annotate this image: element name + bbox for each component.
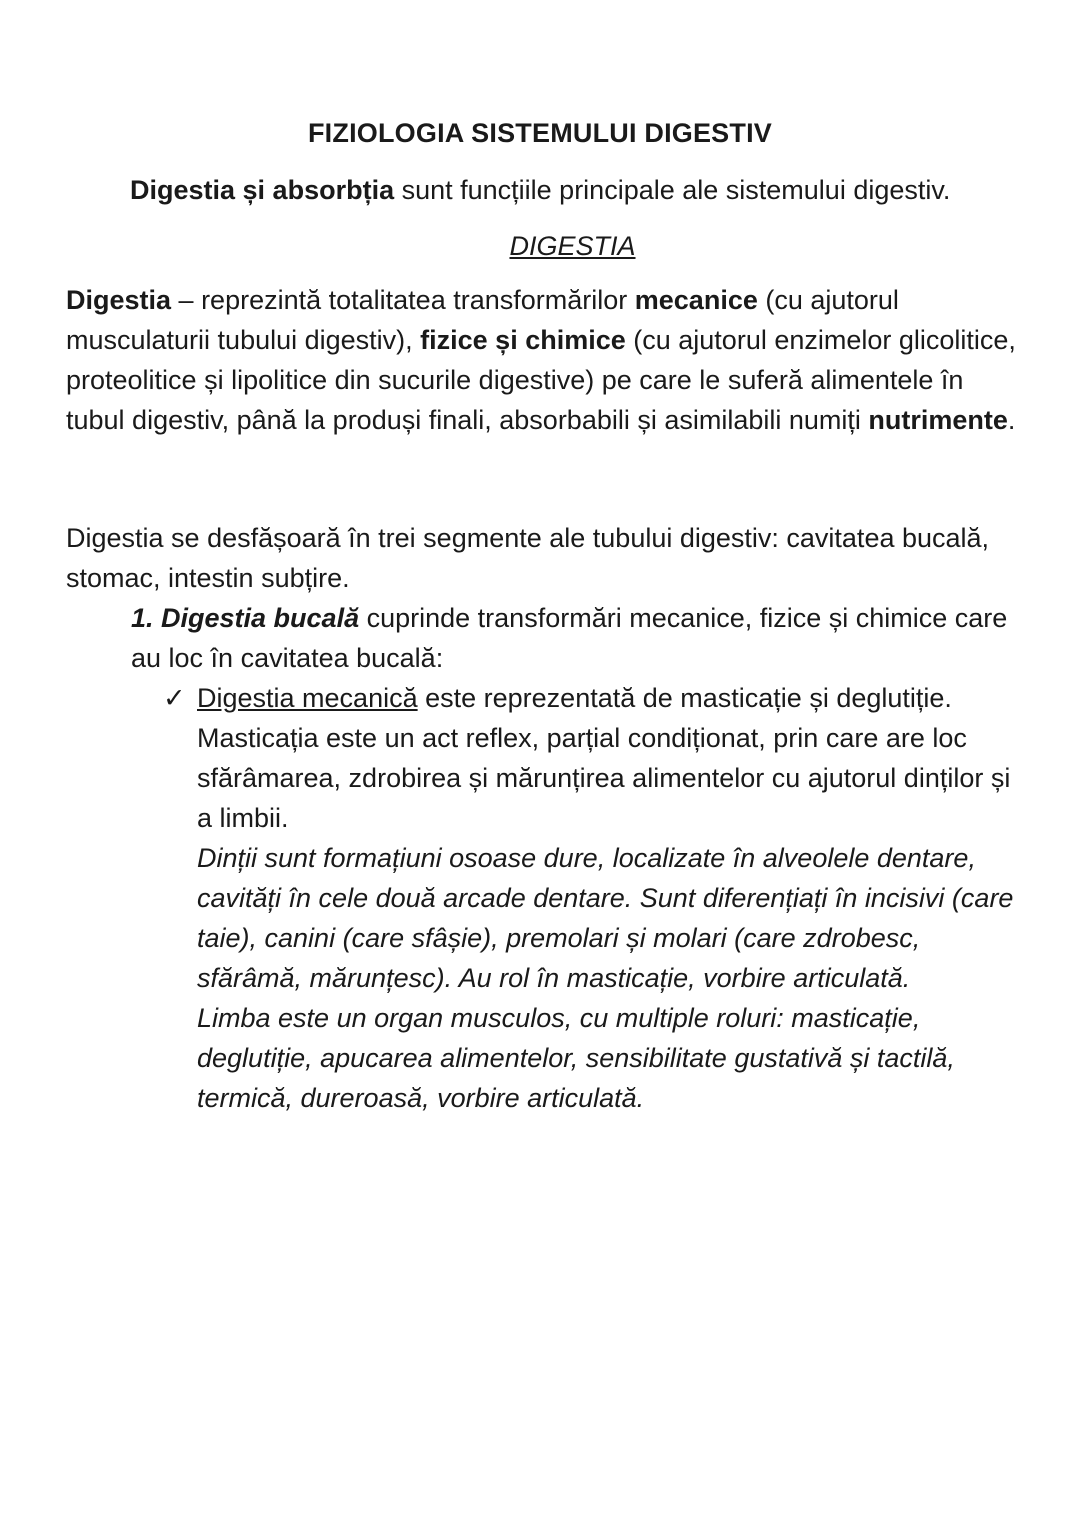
section-heading-digestia: DIGESTIA	[509, 231, 636, 261]
definition-text-3: (cu ajutorul enzimelor glicolitice, proteolitice și lipolitice din sucurile digestive) pe care le suferă alimentele în tubul digestiv, până la produși finali, absorbabili și asimilabili numiți	[66, 325, 1016, 435]
definition-text-2: (cu ajutorul musculaturii tubului digestiv),	[66, 285, 899, 355]
page-title: FIZIOLOGIA SISTEMULUI DIGESTIV	[307, 118, 772, 148]
definition-bold-mecanice: mecanice	[634, 285, 758, 315]
list-item-digestia-bucala	[131, 598, 1021, 678]
definition-paragraph	[66, 280, 1026, 440]
dintii-paragraph: Dinții sunt formațiuni osoase dure, localizate în alveolele dentare, cavități în cele două arcade dentare. Sunt diferențiați în incisivi (care taie), canini (care sfâșie), premolari și molari (care zdrobesc, sfărâmă, mărunțesc). Au rol în masticație, vorbire articulată.	[197, 843, 1014, 993]
sub-item-first-line	[197, 678, 1023, 718]
sub-item-digestia-mecanica	[163, 678, 1023, 1118]
segments-paragraph: Digestia se desfășoară în trei segmente ale tubului digestiv: cavitatea bucală, stomac, intestin subțire.	[66, 523, 990, 593]
definition-term: Digestia	[66, 285, 172, 315]
sub-item-text-1: este reprezentată de masticație și deglutiție.	[417, 683, 952, 713]
definition-bold-fizice-chimice: fizice și chimice	[420, 325, 626, 355]
masticatia-paragraph: Masticația este un act reflex, parțial condiționat, prin care are loc sfărâmarea, zdrobirea și mărunțirea alimentelor cu ajutorul dinților și a limbii.	[197, 723, 1011, 833]
limba-paragraph: Limba este un organ musculos, cu multiple roluri: masticație, deglutiție, apucarea alimentelor, sensibilitate gustativă și tactilă, termică, dureroasă, vorbire articulată.	[197, 1003, 955, 1113]
checkmark-icon: ✓	[163, 683, 186, 713]
intro-text: sunt funcțiile principale ale sistemului digestiv.	[394, 175, 951, 205]
list-item-text: cuprinde transformări mecanice, fizice și chimice care au loc în cavitatea bucală:	[131, 603, 1008, 673]
definition-text-1: – reprezintă totalitatea transformărilor	[171, 285, 635, 315]
list-item-label: 1. Digestia bucală	[131, 603, 360, 633]
definition-text-4: .	[1007, 405, 1016, 435]
intro-bold-term: Digestia și absorbția	[130, 175, 395, 205]
sub-item-body	[197, 678, 1023, 1118]
intro-paragraph	[130, 170, 1030, 210]
definition-bold-nutrimente: nutrimente	[868, 405, 1008, 435]
underlined-term: Digestia mecanică	[197, 683, 418, 713]
